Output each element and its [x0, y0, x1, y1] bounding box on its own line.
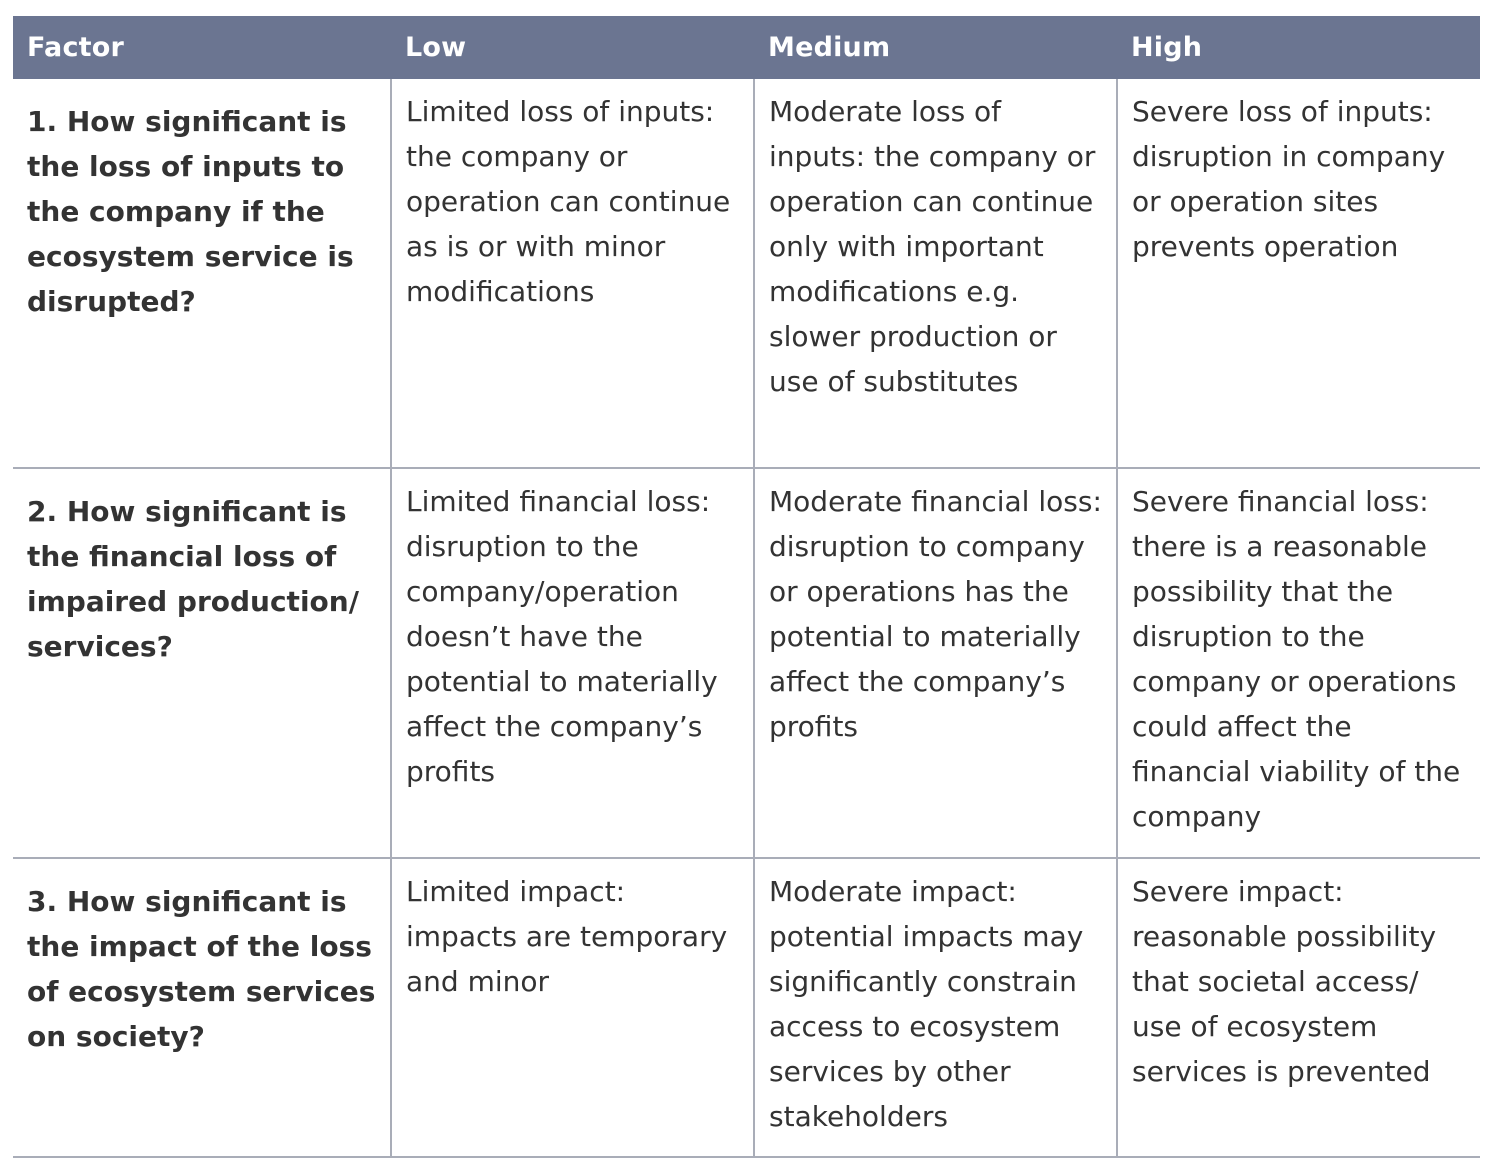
materiality-table [13, 16, 1480, 1158]
medium-cell: Moderate financial loss: disruption to company or operations has the potential to materially affect the company’s profits [754, 468, 1117, 858]
header-row [13, 16, 1480, 79]
header-medium: Medium [754, 16, 1117, 79]
medium-cell: Moderate impact: potential impacts may significantly constrain access to ecosystem services by other stakeholders [754, 858, 1117, 1157]
medium-cell: Moderate loss of inputs: the company or operation can continue only with important modifications e.g. slower production or use of substitutes [754, 79, 1117, 468]
header-high: High [1117, 16, 1480, 79]
table-row [13, 858, 1480, 1157]
table-row [13, 79, 1480, 468]
factor-cell: 3. How significant is the impact of the loss of ecosystem services on society? [13, 858, 391, 1157]
table-row [13, 468, 1480, 858]
low-cell: Limited impact: impacts are temporary and minor [391, 858, 754, 1157]
header-factor: Factor [13, 16, 391, 79]
factor-cell: 1. How significant is the loss of inputs to the company if the ecosystem service is disrupted? [13, 79, 391, 468]
factor-cell: 2. How significant is the financial loss of impaired production/ services? [13, 468, 391, 858]
high-cell: Severe financial loss: there is a reasonable possibility that the disruption to the company or operations could affect the financial viability of the company [1117, 468, 1480, 858]
low-cell: Limited loss of inputs: the company or operation can continue as is or with minor modifications [391, 79, 754, 468]
table-header [13, 16, 1480, 79]
table-body [13, 79, 1480, 1157]
header-low: Low [391, 16, 754, 79]
high-cell: Severe loss of inputs: disruption in company or operation sites prevents operation [1117, 79, 1480, 468]
low-cell: Limited financial loss: disruption to the company/operation doesn’t have the potential to materially affect the company’s profits [391, 468, 754, 858]
high-cell: Severe impact: reasonable possibility that societal access/ use of ecosystem services is prevented [1117, 858, 1480, 1157]
materiality-table-container [13, 16, 1480, 1158]
